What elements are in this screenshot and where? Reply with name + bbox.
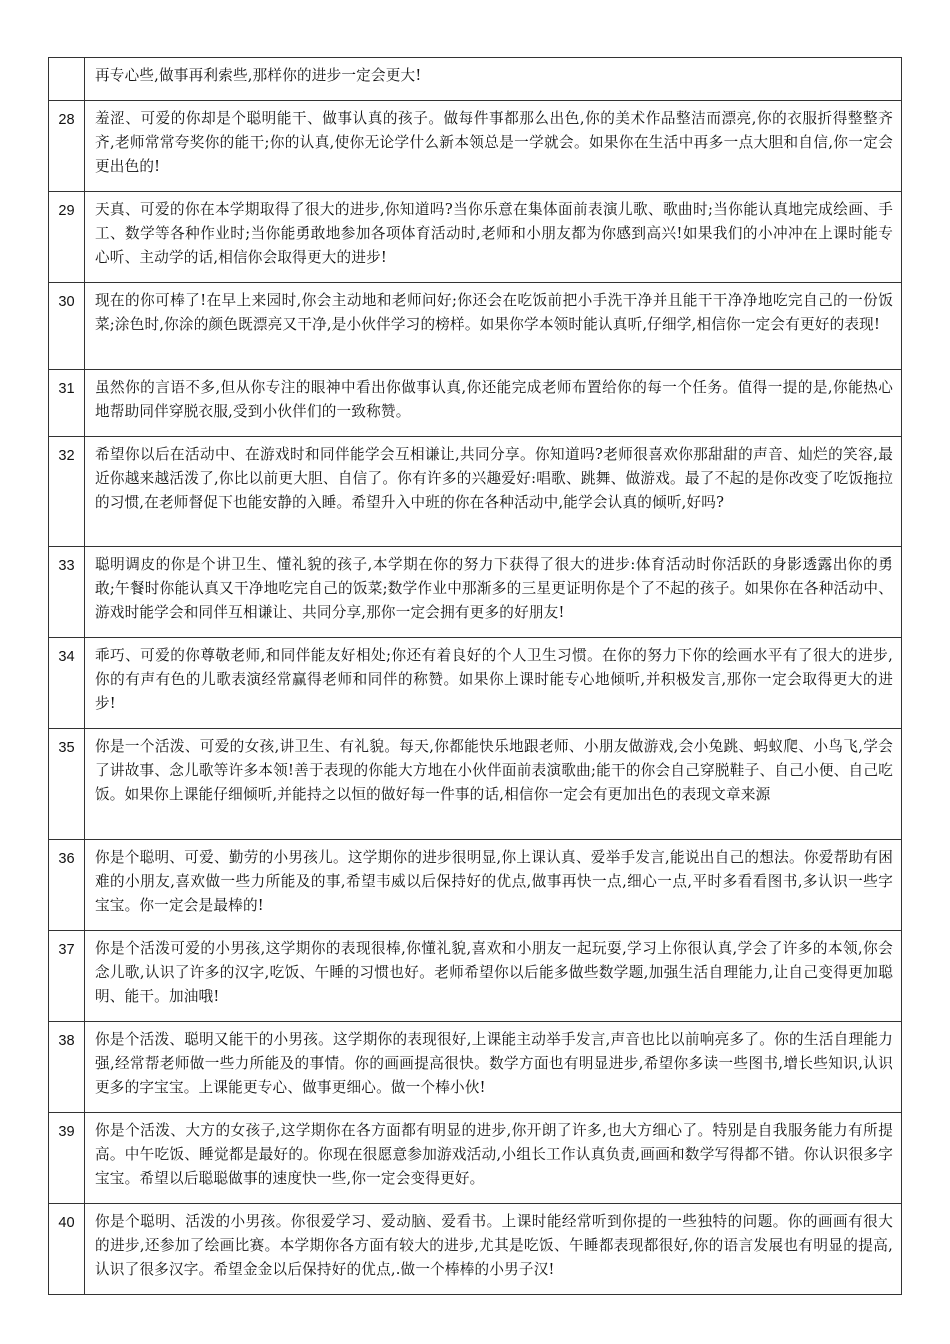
row-number: 40 xyxy=(49,1204,85,1295)
comments-table xyxy=(48,57,902,1295)
row-number xyxy=(49,58,85,101)
row-number: 31 xyxy=(49,370,85,437)
row-number: 39 xyxy=(49,1113,85,1204)
row-number: 32 xyxy=(49,437,85,547)
table-row xyxy=(49,840,902,931)
row-comment: 你是个聪明、可爱、勤劳的小男孩儿。这学期你的进步很明显,你上课认真、爱举手发言,能说出自己的想法。你爱帮助有困难的小朋友,喜欢做一些力所能及的事,希望韦威以后保持好的优点,做事再快一点,细心一点,平时多看看图书,多认识一些字宝宝。你一定会是最棒的! xyxy=(85,840,902,931)
row-number: 30 xyxy=(49,283,85,370)
table-row xyxy=(49,192,902,283)
row-number: 37 xyxy=(49,931,85,1022)
table-row xyxy=(49,1113,902,1204)
row-comment: 羞涩、可爱的你却是个聪明能干、做事认真的孩子。做每件事都那么出色,你的美术作品整洁而漂亮,你的衣服折得整整齐齐,老师常常夸奖你的能干;你的认真,使你无论学什么新本领总是一学就会。如果你在生活中再多一点大胆和自信,你一定会更出色的! xyxy=(85,101,902,192)
table-row xyxy=(49,729,902,840)
row-comment: 再专心些,做事再利索些,那样你的进步一定会更大! xyxy=(85,58,902,101)
table-row xyxy=(49,1204,902,1295)
row-comment: 你是个活泼、大方的女孩子,这学期你在各方面都有明显的进步,你开朗了许多,也大方细心了。特别是自我服务能力有所提高。中午吃饭、睡觉都是最好的。你现在很愿意参加游戏活动,小组长工作认真负责,画画和数学写得都不错。你认识很多字宝宝。希望以后聪聪做事的速度快一些,你一定会变得更好。 xyxy=(85,1113,902,1204)
table-row xyxy=(49,638,902,729)
table-row xyxy=(49,547,902,638)
table-row xyxy=(49,370,902,437)
row-comment: 虽然你的言语不多,但从你专注的眼神中看出你做事认真,你还能完成老师布置给你的每一个任务。值得一提的是,你能热心地帮助同伴穿脱衣服,受到小伙伴们的一致称赞。 xyxy=(85,370,902,437)
table-row xyxy=(49,931,902,1022)
row-number: 35 xyxy=(49,729,85,840)
row-comment: 希望你以后在活动中、在游戏时和同伴能学会互相谦让,共同分享。你知道吗?老师很喜欢你那甜甜的声音、灿烂的笑容,最近你越来越活泼了,你比以前更大胆、自信了。你有许多的兴趣爱好:唱歌、跳舞、做游戏。最了不起的是你改变了吃饭拖拉的习惯,在老师督促下也能安静的入睡。希望升入中班的你在各种活动中,能学会认真的倾听,好吗? xyxy=(85,437,902,547)
row-number: 38 xyxy=(49,1022,85,1113)
table-row xyxy=(49,58,902,101)
row-comment: 你是个聪明、活泼的小男孩。你很爱学习、爱动脑、爱看书。上课时能经常听到你提的一些独特的问题。你的画画有很大的进步,还参加了绘画比赛。本学期你各方面有较大的进步,尤其是吃饭、午睡都表现都很好,你的语言发展也有明显的提高,认识了很多汉字。希望金金以后保持好的优点,.做一个棒棒的小男子汉! xyxy=(85,1204,902,1295)
row-comment: 聪明调皮的你是个讲卫生、懂礼貌的孩子,本学期在你的努力下获得了很大的进步:体育活动时你活跃的身影透露出你的勇敢;午餐时你能认真又干净地吃完自己的饭菜;数学作业中那渐多的三星更证明你是个了不起的孩子。如果你在各种活动中、游戏时能学会和同伴互相谦让、共同分享,那你一定会拥有更多的好朋友! xyxy=(85,547,902,638)
row-comment: 你是一个活泼、可爱的女孩,讲卫生、有礼貌。每天,你都能快乐地跟老师、小朋友做游戏,会小兔跳、蚂蚁爬、小鸟飞,学会了讲故事、念儿歌等许多本领!善于表现的你能大方地在小伙伴面前表演歌曲;能干的你会自己穿脱鞋子、自己小便、自己吃饭。如果你上课能仔细倾听,并能持之以恒的做好每一件事的话,相信你一定会有更加出色的表现文章来源 xyxy=(85,729,902,840)
row-number: 29 xyxy=(49,192,85,283)
table-row xyxy=(49,101,902,192)
row-number: 34 xyxy=(49,638,85,729)
row-comment: 天真、可爱的你在本学期取得了很大的进步,你知道吗?当你乐意在集体面前表演儿歌、歌曲时;当你能认真地完成绘画、手工、数学等各种作业时;当你能勇敢地参加各项体育活动时,老师和小朋友都为你感到高兴!如果我们的小冲冲在上课时能专心听、主动学的话,相信你会取得更大的进步! xyxy=(85,192,902,283)
table-row xyxy=(49,1022,902,1113)
row-number: 28 xyxy=(49,101,85,192)
row-comment: 你是个活泼可爱的小男孩,这学期你的表现很棒,你懂礼貌,喜欢和小朋友一起玩耍,学习上你很认真,学会了许多的本领,你会念儿歌,认识了许多的汉字,吃饭、午睡的习惯也好。老师希望你以后能多做些数学题,加强生活自理能力,让自己变得更加聪明、能干。加油哦! xyxy=(85,931,902,1022)
row-comment: 乖巧、可爱的你尊敬老师,和同伴能友好相处;你还有着良好的个人卫生习惯。在你的努力下你的绘画水平有了很大的进步,你的有声有色的儿歌表演经常赢得老师和同伴的称赞。如果你上课时能专心地倾听,并积极发言,那你一定会取得更大的进步! xyxy=(85,638,902,729)
table-row xyxy=(49,283,902,370)
row-comment: 现在的你可棒了!在早上来园时,你会主动地和老师问好;你还会在吃饭前把小手洗干净并且能干干净净地吃完自己的一份饭菜;涂色时,你涂的颜色既漂亮又干净,是小伙伴学习的榜样。如果你学本领时能认真听,仔细学,相信你一定会有更好的表现! xyxy=(85,283,902,370)
row-number: 36 xyxy=(49,840,85,931)
row-number: 33 xyxy=(49,547,85,638)
row-comment: 你是个活泼、聪明又能干的小男孩。这学期你的表现很好,上课能主动举手发言,声音也比以前响亮多了。你的生活自理能力强,经常帮老师做一些力所能及的事情。你的画画提高很快。数学方面也有明显进步,希望你多读一些图书,增长些知识,认识更多的字宝宝。上课能更专心、做事更细心。做一个棒小伙! xyxy=(85,1022,902,1113)
table-row xyxy=(49,437,902,547)
